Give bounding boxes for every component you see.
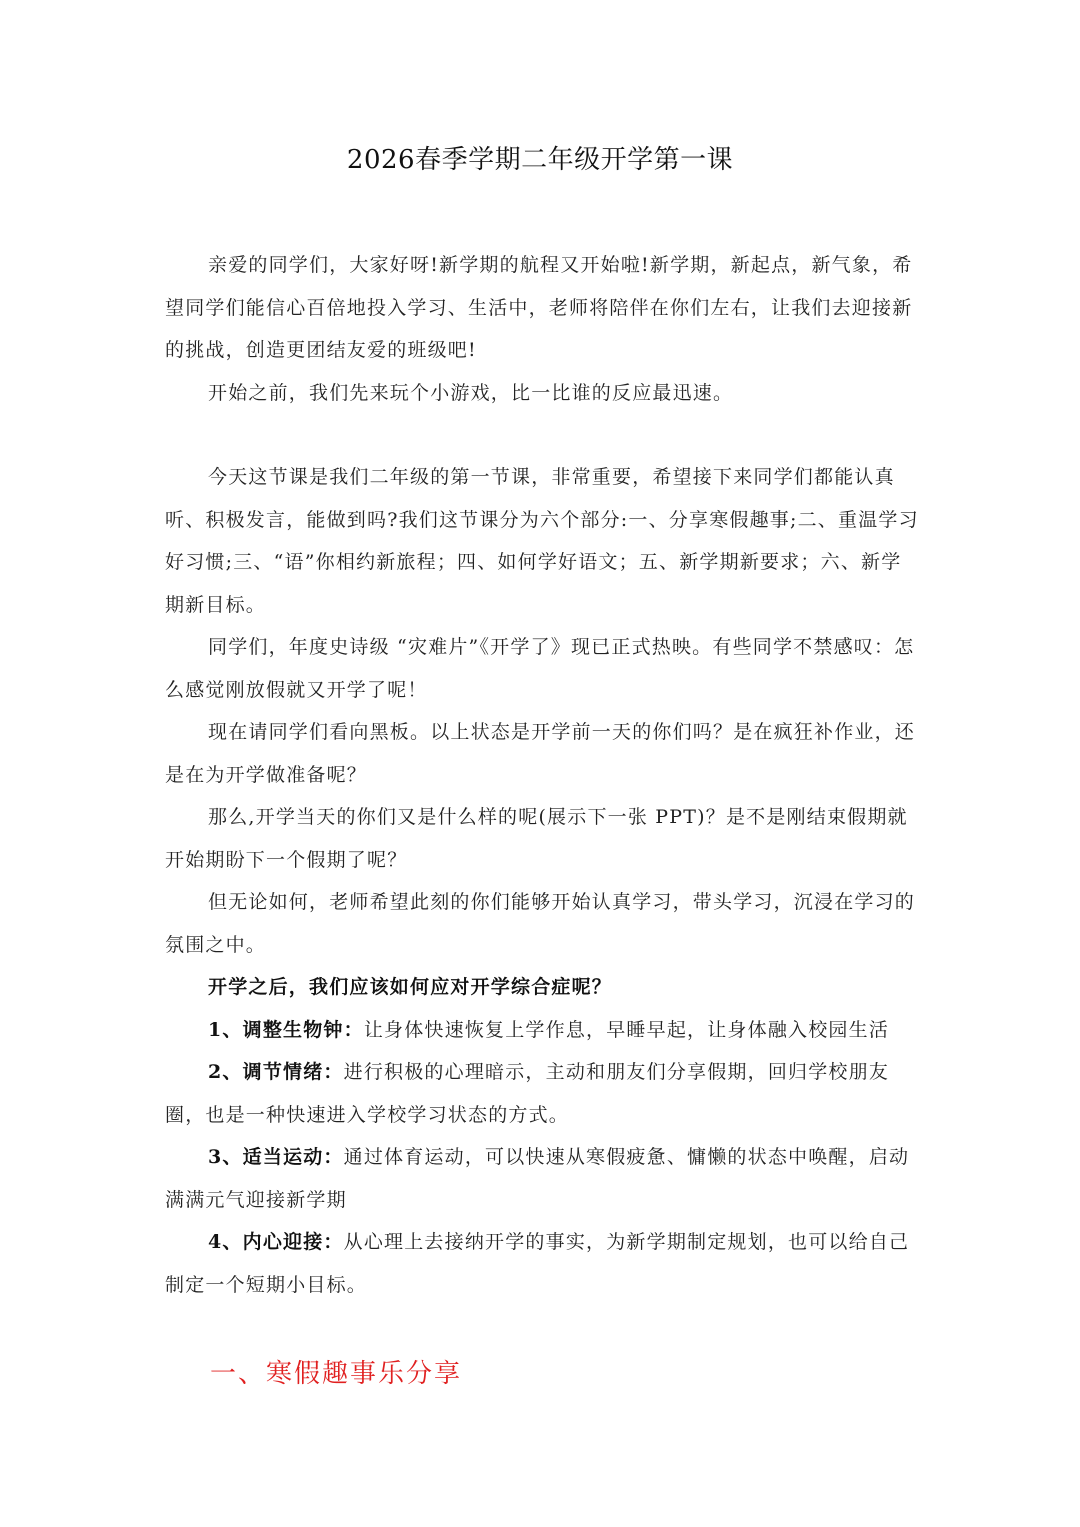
tip-label: 2、调节情绪：: [208, 1061, 344, 1083]
tip-text: 让身体快速恢复上学作息，早睡早起，让身体融入校园生活: [363, 1018, 890, 1041]
paragraph-hope: 但无论如何，老师希望此刻的你们能够开始认真学习，带头学习，沉浸在学习的氛围之中。: [165, 891, 916, 956]
paragraph-lesson-overview: 今天这节课是我们二年级的第一节课，非常重要，希望接下来同学们都能认真听、积极发言，能做到吗?我们这节课分为六个部分:一、分享寒假趣事;二、重温学习好习惯;三、“语”你相约新旅程；四、如何学好语文；五、新学期新要求；六、新学期新目标。: [165, 466, 919, 616]
tip-text: 通过体育运动，可以快速从寒假疲惫、慵懒的状态中唤醒，启动满满元气迎接新学期: [165, 1146, 910, 1211]
document-title: 2026春季学期二年级开学第一课: [346, 145, 734, 175]
tip-item: [165, 1136, 920, 1221]
tip-label: 4、内心迎接：: [208, 1231, 344, 1253]
paragraph-greeting: 亲爱的同学们，大家好呀!新学期的航程又开始啦!新学期，新起点，新气象，希望同学们能信心百倍地投入学习、生活中，老师将陪伴在你们左右，让我们去迎接新的挑战，创造更团结友爱的班级吧!: [165, 254, 913, 361]
tip-item: [165, 1009, 920, 1052]
paragraph-question: 开学之后，我们应该如何应对开学综合症呢？: [208, 976, 613, 998]
tip-text: 从心理上去接纳开学的事实，为新学期制定规划，也可以给自己制定一个短期小目标。: [165, 1231, 910, 1296]
paragraph-disaster-movie: 同学们，年度史诗级 “灾难片”《开学了》现已正式热映。有些同学不禁感叹：怎么感觉刚放假就又开学了呢！: [165, 636, 915, 701]
tip-item: [165, 1051, 920, 1136]
tip-label: 1、调整生物钟：: [208, 1018, 364, 1041]
tip-item: [165, 1221, 920, 1306]
paragraph-first-day: 那么,开学当天的你们又是什么样的呢(展示下一张 PPT)？是不是刚结束假期就开始期盼下一个假期了呢？: [165, 806, 908, 871]
paragraph-game: 开始之前，我们先来玩个小游戏，比一比谁的反应最迅速。: [208, 381, 734, 404]
paragraph-blackboard: 现在请同学们看向黑板。以上状态是开学前一天的你们吗？是在疯狂补作业，还是在为开学做准备呢？: [165, 721, 916, 786]
section-heading: 一、寒假趣事乐分享: [210, 1359, 463, 1389]
tip-label: 3、适当运动：: [208, 1146, 344, 1168]
lesson-block: [165, 456, 920, 1306]
intro-block: [165, 244, 920, 414]
tip-text: 进行积极的心理暗示，主动和朋友们分享假期，回归学校朋友圈，也是一种快速进入学校学习状态的方式。: [165, 1061, 890, 1126]
